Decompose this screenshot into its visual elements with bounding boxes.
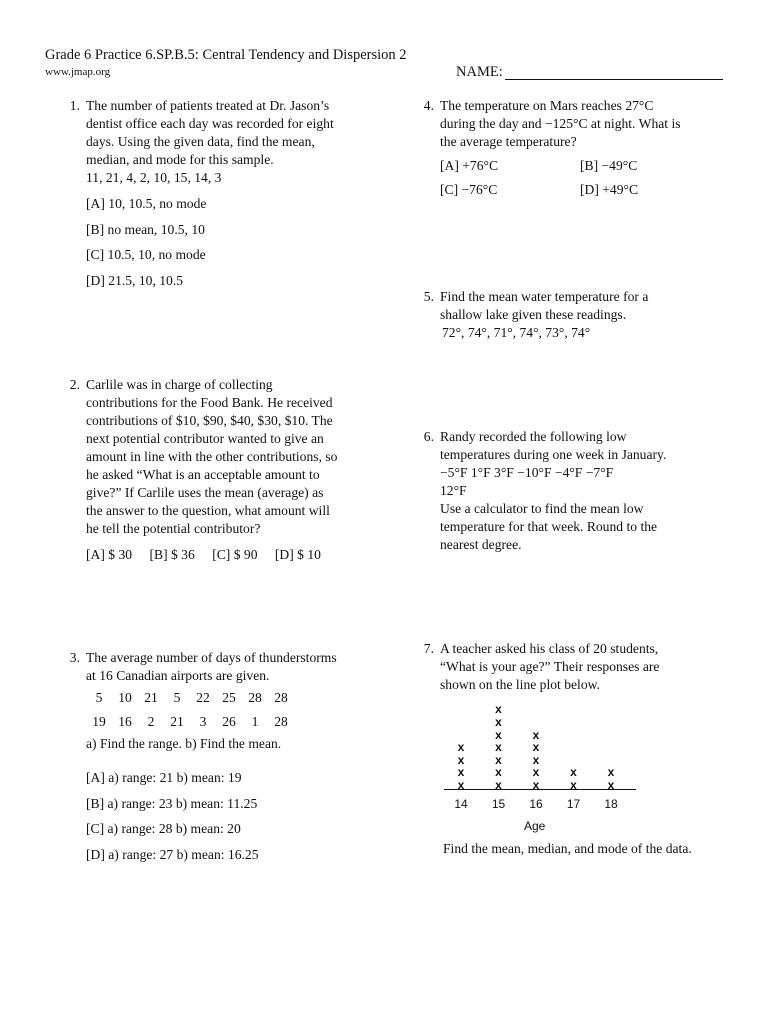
choice-a[interactable]: [A] $ 30 <box>86 547 133 562</box>
data-value: 2 <box>147 714 155 729</box>
question-text: amount in line with the other contributions, so <box>86 449 338 464</box>
question-text: nearest degree. <box>440 537 522 552</box>
line-plot-mark: x <box>457 778 465 792</box>
question-number: 4. <box>423 98 434 113</box>
question-text: next potential contributor wanted to give an <box>86 431 324 446</box>
question-data: −5°F 1°F 3°F −10°F −4°F −7°F <box>440 465 614 480</box>
choice-b[interactable]: [B] no mean, 10.5, 10 <box>86 221 205 237</box>
choice-b[interactable]: [B] a) range: 23 b) mean: 11.25 <box>86 795 258 811</box>
line-plot-tick-label: 15 <box>491 797 506 811</box>
choice-c[interactable]: [C] a) range: 28 b) mean: 20 <box>86 821 241 836</box>
choice-a[interactable]: [A] 10, 10.5, no mode <box>86 196 207 211</box>
question-text: contributions for the Food Bank. He received <box>86 395 333 410</box>
question-text: Randy recorded the following low <box>440 429 627 444</box>
data-row-2 <box>86 711 337 733</box>
line-plot-mark: x <box>457 765 465 780</box>
question-text: The number of patients treated at Dr. Jason’s <box>86 98 330 113</box>
line-plot-tick-label: 14 <box>454 797 468 811</box>
question-text: The temperature on Mars reaches 27°C <box>440 98 654 113</box>
question-text: Find the mean water temperature for a <box>440 289 649 304</box>
question-text: the average temperature? <box>440 134 577 149</box>
line-plot-mark: x <box>532 778 540 792</box>
question-text: dentist office each day was recorded for eight <box>86 116 334 131</box>
question-text: Use a calculator to find the mean low <box>440 501 644 516</box>
data-value: 28 <box>274 690 288 705</box>
question-text: days. Using the given data, find the mean, <box>86 134 315 149</box>
question-text: median, and mode for this sample. <box>86 152 274 167</box>
question-7-prompt: Find the mean, median, and mode of the data. <box>443 841 692 856</box>
question-number: 2. <box>69 377 80 392</box>
question-number: 1. <box>69 98 80 113</box>
data-value: 28 <box>274 714 288 729</box>
line-plot-mark: x <box>495 727 502 742</box>
line-plot-mark: x <box>532 740 540 755</box>
choice-c[interactable]: [C] $ 90 <box>212 547 258 562</box>
choice-d[interactable]: [D] a) range: 27 b) mean: 16.25 <box>86 846 259 862</box>
age-line-plot <box>440 698 650 838</box>
data-value: 21 <box>170 714 184 729</box>
question-text: he tell the potential contributor? <box>86 521 261 536</box>
line-plot-mark: x <box>532 765 540 780</box>
line-plot-mark: x <box>570 778 577 792</box>
data-value: 21 <box>144 690 158 705</box>
question-number: 7. <box>423 641 434 656</box>
data-row-1 <box>86 687 337 709</box>
line-plot-mark: x <box>495 702 502 717</box>
question-text: temperature for that week. Round to the <box>440 519 658 534</box>
question-text: A teacher asked his class of 20 students, <box>440 641 659 656</box>
line-plot-mark: x <box>495 740 502 755</box>
question-text: give?” If Carlile uses the mean (average) as <box>86 485 324 500</box>
choice-d[interactable]: [D] +49°C <box>580 182 639 197</box>
line-plot-mark: x <box>457 740 465 755</box>
data-value: 5 <box>95 690 103 705</box>
line-plot-mark: x <box>532 752 540 767</box>
line-plot-axis-title: Age <box>524 819 546 833</box>
data-value: 28 <box>248 690 262 705</box>
question-text: during the day and −125°C at night. What is <box>440 116 681 131</box>
choice-a[interactable]: [A] +76°C <box>440 158 499 173</box>
data-value: 16 <box>118 714 132 729</box>
question-number: 6. <box>423 429 434 444</box>
site-url: www.jmap.org <box>45 66 111 78</box>
question-text: “What is your age?” Their responses are <box>440 659 660 674</box>
choice-c[interactable]: [C] 10.5, 10, no mode <box>86 247 206 262</box>
line-plot-mark: x <box>457 752 465 767</box>
line-plot-mark: x <box>495 778 502 792</box>
line-plot-mark: x <box>495 765 502 780</box>
question-text: he asked “What is an acceptable amount to <box>86 467 320 482</box>
choice-b[interactable]: [B] −49°C <box>580 158 638 173</box>
line-plot-mark: x <box>607 765 615 780</box>
page-title: Grade 6 Practice 6.SP.B.5: Central Tendency and Dispersion 2 <box>45 47 407 63</box>
line-plot-mark: x <box>495 715 502 729</box>
line-plot-tick-label: 18 <box>604 797 618 811</box>
data-value: 26 <box>222 714 236 729</box>
question-text: the answer to the question, what amount will <box>86 503 330 518</box>
line-plot-mark: x <box>570 765 577 780</box>
data-value: 3 <box>199 714 207 729</box>
question-number: 3. <box>69 650 80 665</box>
question-text: temperatures during one week in January. <box>440 447 667 462</box>
name-field[interactable] <box>505 79 723 80</box>
line-plot-tick-label: 16 <box>529 797 543 811</box>
data-value: 5 <box>173 690 181 705</box>
question-data: 72°, 74°, 71°, 74°, 73°, 74° <box>442 325 591 340</box>
question-text: The average number of days of thunderstorms <box>86 650 337 665</box>
choice-d[interactable]: [D] 21.5, 10, 10.5 <box>86 272 184 288</box>
line-plot-mark: x <box>607 778 615 792</box>
data-value: 1 <box>251 714 259 729</box>
question-text: Carlile was in charge of collecting <box>86 377 273 392</box>
choice-d[interactable]: [D] $ 10 <box>274 547 321 562</box>
choice-c[interactable]: [C] −76°C <box>440 182 498 197</box>
question-text: contributions of $10, $90, $40, $30, $10. The <box>86 413 333 428</box>
line-plot-tick-label: 17 <box>566 797 581 811</box>
choice-b[interactable]: [B] $ 36 <box>149 547 195 562</box>
data-value: 25 <box>222 690 236 705</box>
name-label: NAME: <box>456 64 503 80</box>
question-text: at 16 Canadian airports are given. <box>86 668 270 683</box>
question-data: 11, 21, 4, 2, 10, 15, 14, 3 <box>86 170 222 185</box>
data-value: 22 <box>196 690 210 705</box>
question-data: 12°F <box>440 483 467 498</box>
question-text: shown on the line plot below. <box>440 677 600 692</box>
question-prompt: a) Find the range. b) Find the mean. <box>86 736 282 751</box>
data-value: 10 <box>118 690 132 705</box>
data-value: 19 <box>92 714 106 729</box>
choice-a[interactable]: [A] a) range: 21 b) mean: 19 <box>86 770 242 785</box>
line-plot-mark: x <box>532 727 540 742</box>
question-number: 5. <box>423 289 434 304</box>
line-plot-mark: x <box>495 752 502 767</box>
question-text: shallow lake given these readings. <box>440 307 627 322</box>
